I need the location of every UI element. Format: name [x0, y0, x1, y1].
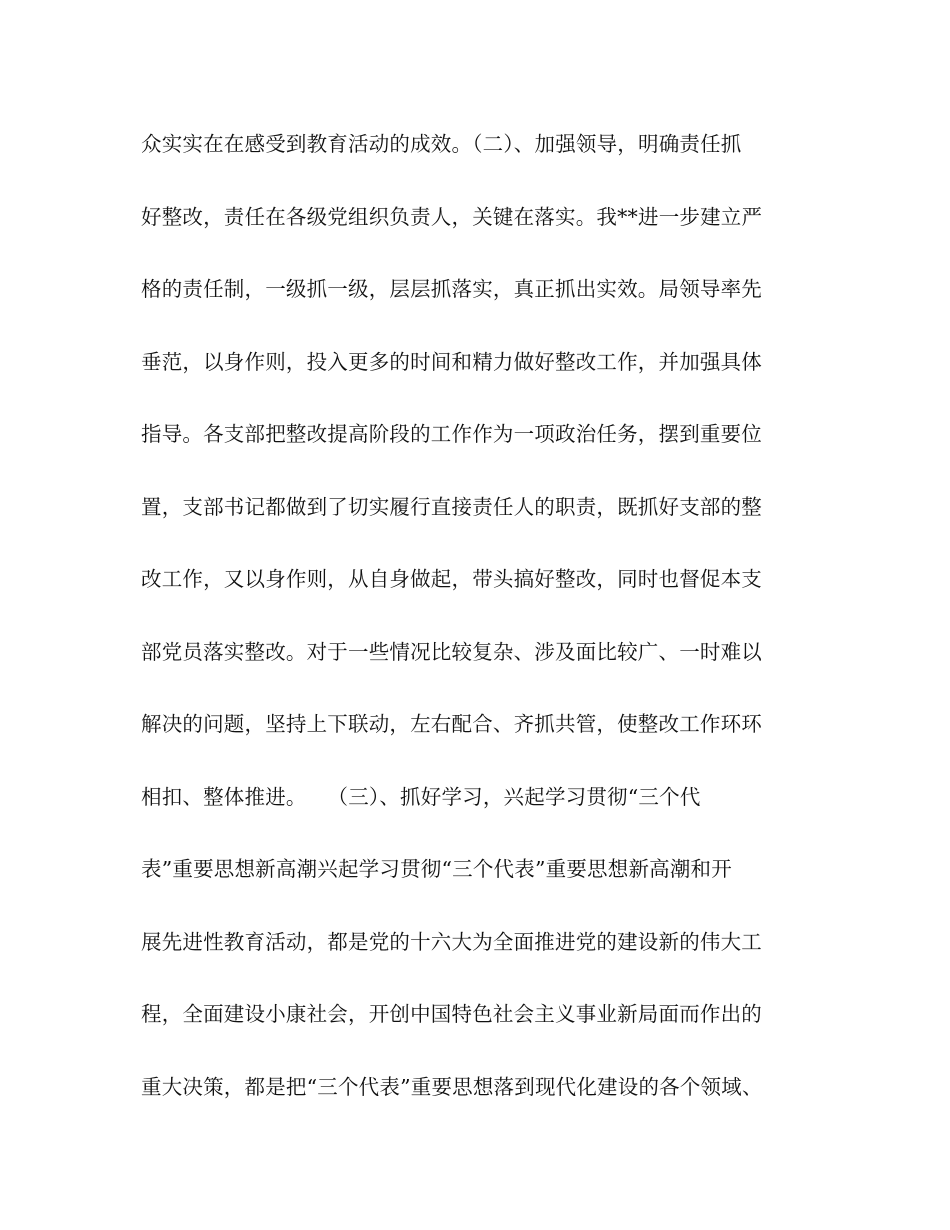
text-line: 格的责任制，一级抓一级，层层抓落实，真正抓出实效。局领导率先: [141, 277, 762, 301]
text-line: 程，全面建设小康社会，开创中国特色社会主义事业新局面而作出的: [141, 1002, 762, 1026]
text-line: 解决的问题，坚持上下联动，左右配合、齐抓共管，使整改工作环环: [141, 712, 762, 736]
text-line: 置，支部书记都做到了切实履行直接责任人的职责，既抓好支部的整: [141, 494, 762, 519]
text-line: 相扣、整体推进。 （三）、抓好学习，兴起学习贯彻“三个代: [141, 784, 701, 809]
document-body: [141, 122, 821, 1137]
text-line: 改工作，又以身作则，从自身做起，带头搞好整改，同时也督促本支: [141, 567, 762, 591]
text-line: 重大决策，都是把“三个代表”重要思想落到现代化建设的各个领域、: [141, 1074, 763, 1099]
text-line: 好整改，责任在各级党组织负责人，关键在落实。我**进一步建立严: [141, 204, 763, 229]
text-line: 表”重要思想新高潮兴起学习贯彻“三个代表”重要思想新高潮和开: [141, 857, 732, 881]
text-line: 展先进性教育活动，都是党的十六大为全面推进党的建设新的伟大工: [141, 929, 762, 954]
text-line: 指导。各支部把整改提高阶段的工作作为一项政治任务，摆到重要位: [141, 422, 762, 446]
text-line: 垂范，以身作则，投入更多的时间和精力做好整改工作，并加强具体: [141, 349, 762, 374]
text-line: 众实实在在感受到教育活动的成效。（二）、加强领导，明确责任抓: [141, 132, 742, 156]
text-line: 部党员落实整改。对于一些情况比较复杂、涉及面比较广、一时难以: [141, 639, 762, 664]
